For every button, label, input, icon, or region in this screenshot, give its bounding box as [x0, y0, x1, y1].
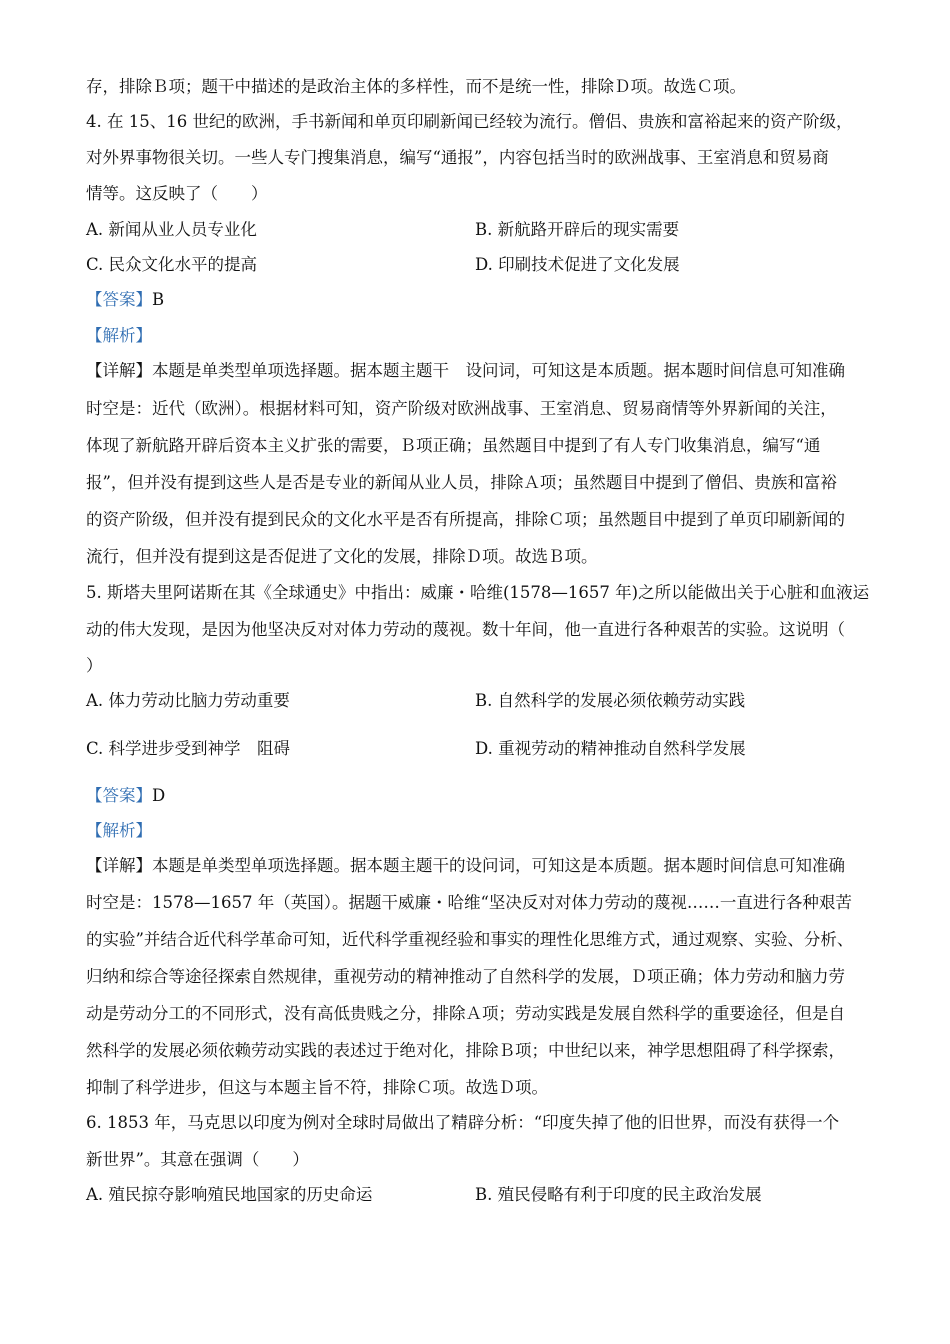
- prev-answer-tail: 存，排除Ｂ项；题干中描述的是政治主体的多样性，而不是统一性，排除Ｄ项。故选Ｃ项。: [86, 77, 746, 96]
- q4-stem-line-3: 情等。这反映了（ ）: [86, 184, 268, 203]
- q6-stem-line-2: 新世界”。其意在强调（ ）: [86, 1150, 309, 1169]
- q6-stem-line-1: 6. 1853 年，马克思以印度为例对全球时局做出了精辟分析：“印度失掉了他的旧世界，而没有获得一个: [86, 1113, 840, 1132]
- q5-detail-line-7: 抑制了科学进步，但这与本题主旨不符，排除Ｃ项。故选Ｄ项。: [86, 1078, 548, 1097]
- q4-answer-value: B: [152, 290, 165, 309]
- q5-detail-line-2: 时空是：1578—1657 年（英国）。据题干威廉・哈维“坚决反对对体力劳动的蔑视……一直进行各种艰苦: [86, 893, 852, 912]
- q4-option-b: B. 新航路开辟后的现实需要: [475, 220, 680, 239]
- q5-option-c: C. 科学进步受到神学 阻碍: [86, 739, 291, 758]
- q4-answer-label: 【答案】: [86, 290, 152, 309]
- q5-detail-line-1: 【详解】本题是单类型单项选择题。据本题主题干的设问词，可知这是本质题。据本题时间信息可知准确: [86, 856, 845, 875]
- q4-option-a: A. 新闻从业人员专业化: [86, 220, 257, 239]
- q5-option-a: A. 体力劳动比脑力劳动重要: [86, 691, 290, 710]
- q4-answer: [86, 289, 866, 311]
- q4-detail-line-5: 的资产阶级，但并没有提到民众的文化水平是否有所提高，排除Ｃ项；虽然题目中提到了单页印刷新闻的: [86, 510, 845, 529]
- q5-detail-line-5: 动是劳动分工的不同形式，没有高低贵贱之分，排除Ａ项；劳动实践是发展自然科学的重要途径，但是自: [86, 1004, 845, 1023]
- q5-option-d: D. 重视劳动的精神推动自然科学发展: [475, 739, 746, 758]
- q5-detail-line-4: 归纳和综合等途径探索自然规律，重视劳动的精神推动了自然科学的发展，Ｄ项正确；体力劳动和脑力劳: [86, 967, 845, 986]
- q5-analysis-label: 【解析】: [86, 821, 152, 840]
- q5-stem-line-1: 5. 斯塔夫里阿诺斯在其《全球通史》中指出：威廉・哈维(1578—1657 年)之所以能做出关于心脏和血液运: [86, 583, 870, 602]
- q4-detail-line-2: 时空是：近代（欧洲）。根据材料可知，资产阶级对欧洲战事、王室消息、贸易商情等外界新闻的关注，: [86, 399, 837, 418]
- q6-option-a: A. 殖民掠夺影响殖民地国家的历史命运: [86, 1185, 373, 1204]
- q5-answer-label: 【答案】: [86, 786, 152, 805]
- q4-detail-line-6: 流行，但并没有提到这是否促进了文化的发展，排除Ｄ项。故选Ｂ项。: [86, 547, 598, 566]
- q5-detail-line-3: 的实验”并结合近代科学革命可知，近代科学重视经验和事实的理性化思维方式，通过观察、实验、分析、: [86, 930, 854, 949]
- q5-answer-value: D: [152, 786, 166, 805]
- q4-stem-line-2: 对外界事物很关切。一些人专门搜集消息，编写“通报”，内容包括当时的欧洲战事、王室消息和贸易商: [86, 148, 829, 167]
- q4-option-d: D. 印刷技术促进了文化发展: [475, 255, 680, 274]
- q5-option-b: B. 自然科学的发展必须依赖劳动实践: [475, 691, 746, 710]
- q5-stem-line-2: 动的伟大发现，是因为他坚决反对对体力劳动的蔑视。数十年间，他一直进行各种艰苦的实验。这说明（: [86, 620, 845, 639]
- q4-analysis-label: 【解析】: [86, 326, 152, 345]
- q4-detail-line-4: 报”，但并没有提到这些人是否是专业的新闻从业人员，排除Ａ项；虽然题目中提到了僧侣、贵族和富裕: [86, 473, 837, 492]
- q4-stem-line-1: 4. 在 15、16 世纪的欧洲，手书新闻和单页印刷新闻已经较为流行。僧侣、贵族和富裕起来的资产阶级，: [86, 112, 853, 131]
- q4-option-c: C. 民众文化水平的提高: [86, 255, 258, 274]
- q5-detail-line-6: 然科学的发展必须依赖劳动实践的表述过于绝对化，排除Ｂ项；中世纪以来，神学思想阻碍了科学探索，: [86, 1041, 845, 1060]
- q6-option-b: B. 殖民侵略有利于印度的民主政治发展: [475, 1185, 762, 1204]
- q5-stem-line-3: ）: [86, 656, 103, 675]
- q5-answer: [86, 785, 866, 807]
- q4-detail-line-1: 【详解】本题是单类型单项选择题。据本题主题干 设问词，可知这是本质题。据本题时间信息可知准确: [86, 361, 845, 380]
- q4-detail-line-3: 体现了新航路开辟后资本主义扩张的需要，Ｂ项正确；虽然题目中提到了有人专门收集消息，编写“通: [86, 436, 821, 455]
